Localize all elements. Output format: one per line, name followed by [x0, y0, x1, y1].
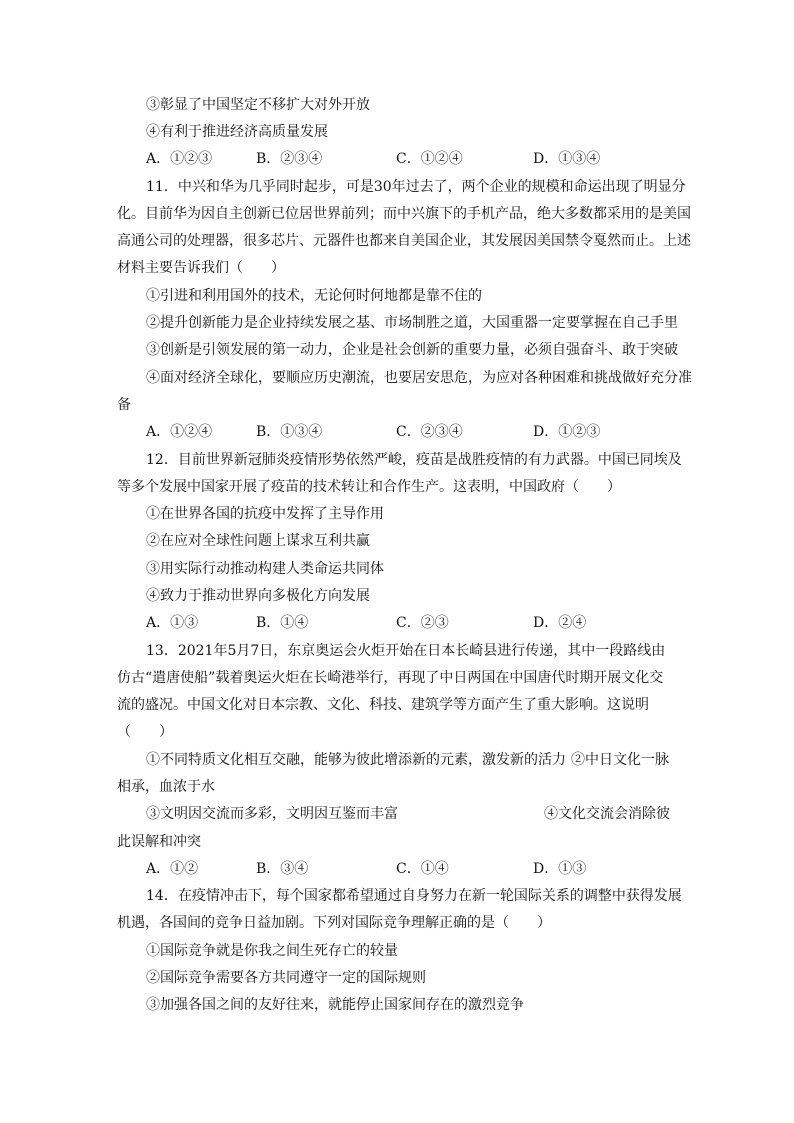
q10-option-b: B．②③④: [256, 151, 323, 167]
q13-stem-line-3: 流的盛况。中国文化对日本宗教、文化、科技、建筑学等方面产生了重大影响。这说明: [117, 697, 649, 713]
q12-item-4: ④致力于推动世界向多极化方向发展: [146, 588, 370, 604]
q12-option-a: A．①③: [146, 615, 199, 631]
q11-item-2: ②提升创新能力是企业持续发展之基、市场制胜之道，大国重器一定要掌握在自己手里: [146, 315, 678, 331]
q11-option-c: C．②③④: [396, 424, 463, 440]
q12-stem-line-2: 等多个发展中国家开展了疫苗的技术转让和合作生产。这表明，中国政府（ ）: [117, 479, 621, 495]
q10-item-4: ④有利于推进经济高质量发展: [146, 124, 328, 140]
q11-stem-line-4: 材料主要告诉我们（ ）: [117, 260, 285, 276]
q13-options: [146, 858, 677, 880]
q12-item-2: ②在应对全球性问题上谋求互利共赢: [146, 533, 370, 549]
q13-items-line-3: [146, 803, 677, 825]
q12-option-b: B．①④: [256, 615, 309, 631]
q13-item-4: ④文化交流会消除彼: [544, 806, 670, 822]
q14-item-3: ③加强各国之间的友好往来，就能停止国家间存在的激烈竞争: [146, 997, 524, 1013]
q10-option-c: C．①②④: [396, 151, 463, 167]
q14-stem-line-2: 机遇，各国间的竞争日益加剧。下列对国际竞争理解正确的是（ ）: [117, 915, 551, 931]
q10-option-d: D．①③④: [533, 151, 601, 167]
q12-item-1: ①在世界各国的抗疫中发挥了主导作用: [146, 506, 384, 522]
q13-option-d: D．①③: [533, 861, 587, 877]
q13-items-line-1: [146, 749, 677, 771]
q11-item-4: ④面对经济全球化，要顺应历史潮流，也要居安思危，为应对各种困难和挑战做好充分准: [146, 370, 692, 386]
q13-stem-line-4: （ ）: [117, 724, 173, 740]
q13-item-2-cont: 相承，血浓于水: [117, 779, 215, 795]
q11-item-1: ①引进和利用国外的技术，无论何时何地都是靠不住的: [146, 288, 482, 304]
q13-stem-line-1: 13．2021年5月7日，东京奥运会火炬开始在日本长崎县进行传递，其中一段路线由: [146, 643, 666, 659]
q11-stem-line-2: 化。目前华为因自主创新已位居世界前列；而中兴旗下的手机产品，绝大多数都采用的是美国: [117, 206, 691, 222]
q14-item-2: ②国际竞争需要各方共同遵守一定的国际规则: [146, 970, 426, 986]
q11-option-a: A．①②④: [146, 424, 213, 440]
q11-item-3: ③创新是引领发展的第一动力，企业是社会创新的重要力量，必须自强奋斗、敢于突破: [146, 342, 678, 358]
q12-option-d: D．②④: [533, 615, 587, 631]
q11-stem-line-1: 11．中兴和华为几乎同时起步，可是30年过去了，两个企业的规模和命运出现了明显分: [146, 179, 686, 195]
q12-item-3: ③用实际行动推动构建人类命运共同体: [146, 561, 384, 577]
q10-options: [146, 148, 677, 170]
q12-stem-line-1: 12．目前世界新冠肺炎疫情形势依然严峻，疫苗是战胜疫情的有力武器。中国已同埃及: [146, 452, 682, 468]
q14-item-1: ①国际竞争就是你我之间生死存亡的较量: [146, 943, 398, 959]
q13-stem-line-2: 仿古“遣唐使船”载着奥运火炬在长崎港举行，再现了中日两国在中国唐代时期开展文化交: [117, 670, 664, 686]
q13-option-a: A．①②: [146, 861, 199, 877]
q10-item-3: ③彰显了中国坚定不移扩大对外开放: [146, 97, 370, 113]
q11-options: [146, 421, 677, 443]
q11-stem-line-3: 高通公司的处理器，很多芯片、元器件也都来自美国企业，其发展因美国禁令戛然而止。上述: [117, 233, 691, 249]
q10-option-a: A．①②③: [146, 151, 213, 167]
q12-option-c: C．②③: [396, 615, 449, 631]
q12-options: [146, 612, 677, 634]
q11-option-d: D．①②③: [533, 424, 601, 440]
q13-item-4-cont: 此误解和冲突: [117, 834, 201, 850]
q11-item-4-cont: 备: [117, 397, 131, 413]
q13-item-1: ①不同特质文化相互交融，能够为彼此增添新的元素，激发新的活力: [146, 752, 566, 768]
q11-option-b: B．①③④: [256, 424, 323, 440]
q13-option-b: B．③④: [256, 861, 309, 877]
q13-option-c: C．①④: [396, 861, 449, 877]
q13-item-3: ③文明因交流而多彩，文明因互鉴而丰富: [146, 806, 398, 822]
q13-item-2: ②中日文化一脉: [571, 752, 669, 768]
q14-stem-line-1: 14．在疫情冲击下，每个国家都希望通过自身努力在新一轮国际关系的调整中获得发展: [146, 888, 682, 904]
